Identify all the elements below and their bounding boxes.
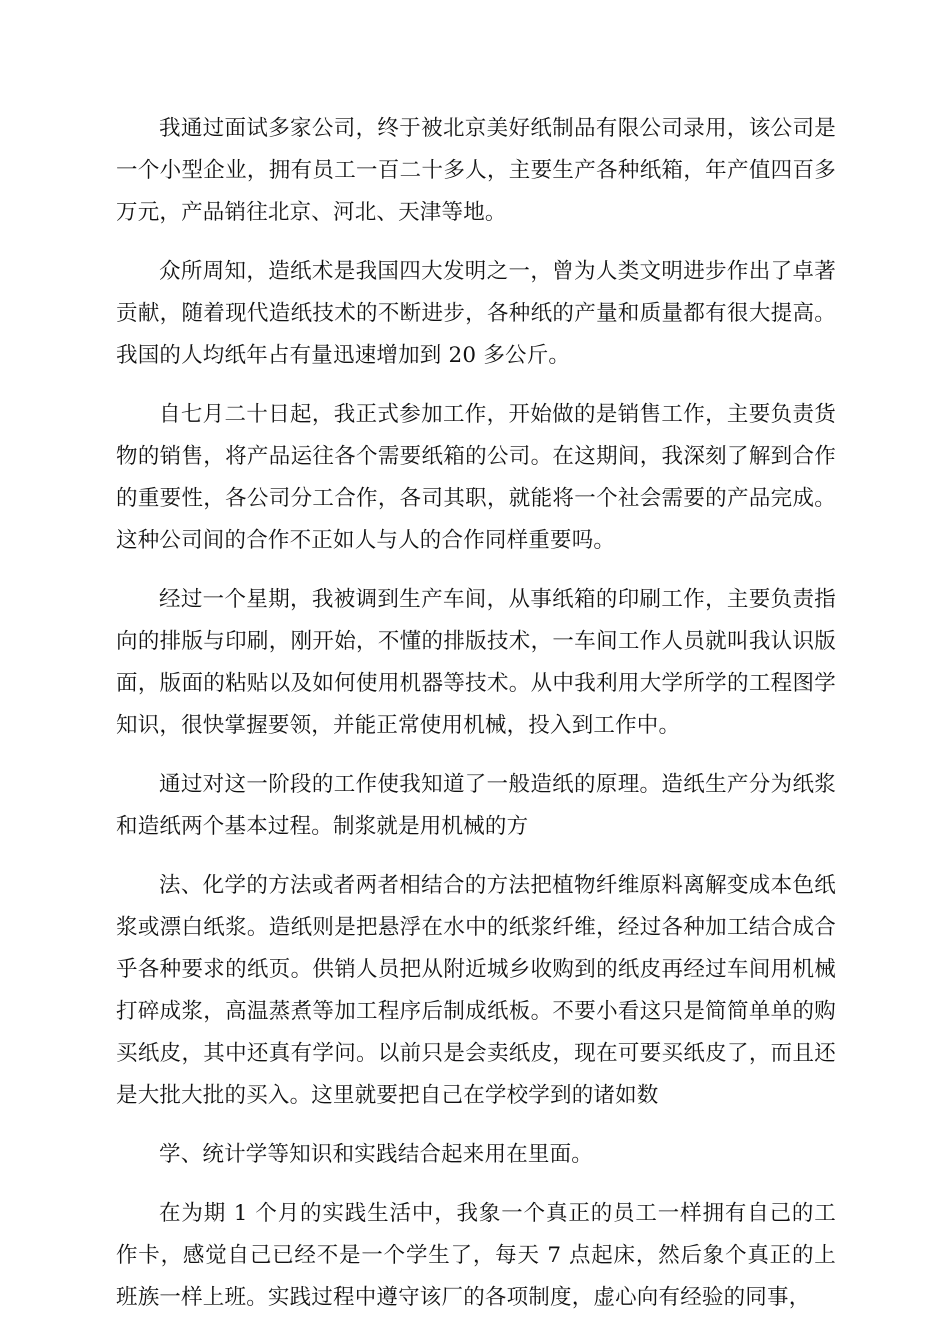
document-body [116,108,836,1336]
paragraph-statistics-knowledge: 学、统计学等知识和实践结合起来用在里面。 [159,1142,594,1167]
paragraph-practice-life: 在为期 1 个月的实践生活中，我象一个真正的员工一样拥有自己的工作卡，感觉自己已经不是一个学生了，每天 7 点起床，然后象个真正的上班族一样上班。实践过程中遵守该厂的各项制度，虚心向有经验的同事， [116,1201,836,1310]
paragraph-sales-work: 自七月二十日起，我正式参加工作，开始做的是销售工作，主要负责货物的销售，将产品运往各个需要纸箱的公司。在这期间，我深刻了解到合作的重要性，各公司分工合作，各司其职，就能将一个社会需要的产品完成。这种公司间的合作不正如人与人的合作同样重要吗。 [116,402,836,553]
paragraph-papermaking-principle: 通过对这一阶段的工作使我知道了一般造纸的原理。造纸生产分为纸浆和造纸两个基本过程。制浆就是用机械的方 [116,772,836,839]
paragraph-company-intro: 我通过面试多家公司，终于被北京美好纸制品有限公司录用，该公司是一个小型企业，拥有员工一百二十多人，主要生产各种纸箱，年产值四百多万元，产品销往北京、河北、天津等地。 [116,116,836,225]
paragraph-pulping-methods: 法、化学的方法或者两者相结合的方法把植物纤维原料离解变成本色纸浆或漂白纸浆。造纸则是把悬浮在水中的纸浆纤维，经过各种加工结合成合乎各种要求的纸页。供销人员把从附近城乡收购到的纸皮再经过车间用机械打碎成浆，高温蒸煮等加工程序后制成纸板。不要小看这只是简简单单的购买纸皮，其中还真有学问。以前只是会卖纸皮，现在可要买纸皮了，而且还是大批大批的买入。这里就要把自己在学校学到的诸如数 [116,873,836,1108]
paragraph-papermaking-history: 众所周知，造纸术是我国四大发明之一，曾为人类文明进步作出了卓著贡献，随着现代造纸技术的不断进步，各种纸的产量和质量都有很大提高。我国的人均纸年占有量迅速增加到 20 多公斤。 [116,259,836,368]
paragraph-printing-work: 经过一个星期，我被调到生产车间，从事纸箱的印刷工作，主要负责指向的排版与印刷，刚开始，不懂的排版技术，一车间工作人员就叫我认识版面，版面的粘贴以及如何使用机器等技术。从中我利用大学所学的工程图学知识，很快掌握要领，并能正常使用机械，投入到工作中。 [116,587,836,738]
